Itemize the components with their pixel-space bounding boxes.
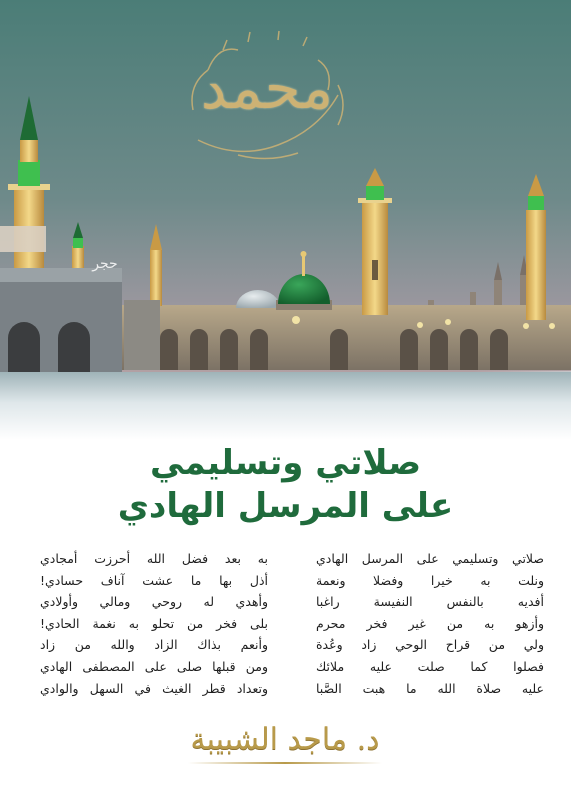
verse-second-half: وتعداد قطر الغيث في السهل والوادي — [40, 680, 268, 696]
poet-signature — [180, 712, 390, 772]
verse-first-half: صلاتي وتسليمي على المرسل الهادي — [316, 551, 544, 566]
verse-second-half: ومن قبلها صلى على المصطفى الهادي — [40, 658, 268, 674]
watermark-logo: حجر — [92, 256, 118, 272]
verse-first-half: عليه صلاة الله ما هبت الصَّبا — [316, 680, 544, 696]
poem-column-left — [40, 548, 268, 699]
verse-first-half: ولي من قراح الوحي زاد وعُدة — [316, 637, 544, 653]
calligraphy-text: محمد — [200, 54, 334, 122]
verse-second-half: وأهدي له روحي ومالي وأولادي — [40, 594, 268, 610]
verse-second-half: به بعد فضل الله أحرزت أمجادي — [40, 551, 268, 566]
verse-second-half: بلى فخر من تحلو به نغمة الحادي! — [40, 615, 268, 631]
poet-name: د. ماجد الشبيبة — [190, 722, 380, 757]
verse-first-half: فصلوا كما صلت عليه ملائك — [316, 658, 544, 674]
verse-second-half: أذل بها ما عشت آناف حسادي! — [40, 572, 268, 588]
right-minaret — [526, 174, 546, 320]
poem-title-line-1: صلاتي وتسليمي — [149, 443, 422, 483]
signature-underline — [188, 762, 382, 764]
muhammad-calligraphy — [178, 30, 356, 165]
verse-first-half: ونلت به خيرا وفضلا ونعمة — [316, 572, 544, 588]
marble-floor — [0, 372, 571, 440]
verse-first-half: وأزهو به من غير فخر محرم — [316, 615, 544, 631]
poem-column-right — [316, 548, 544, 699]
verse-first-half: أفديه بالنفس النفيسة راغبا — [316, 594, 544, 610]
poem-title-line-2: على المرسل الهادي — [117, 486, 454, 526]
verse-second-half: وأنعم بذاك الزاد والله من زاد — [40, 637, 268, 653]
